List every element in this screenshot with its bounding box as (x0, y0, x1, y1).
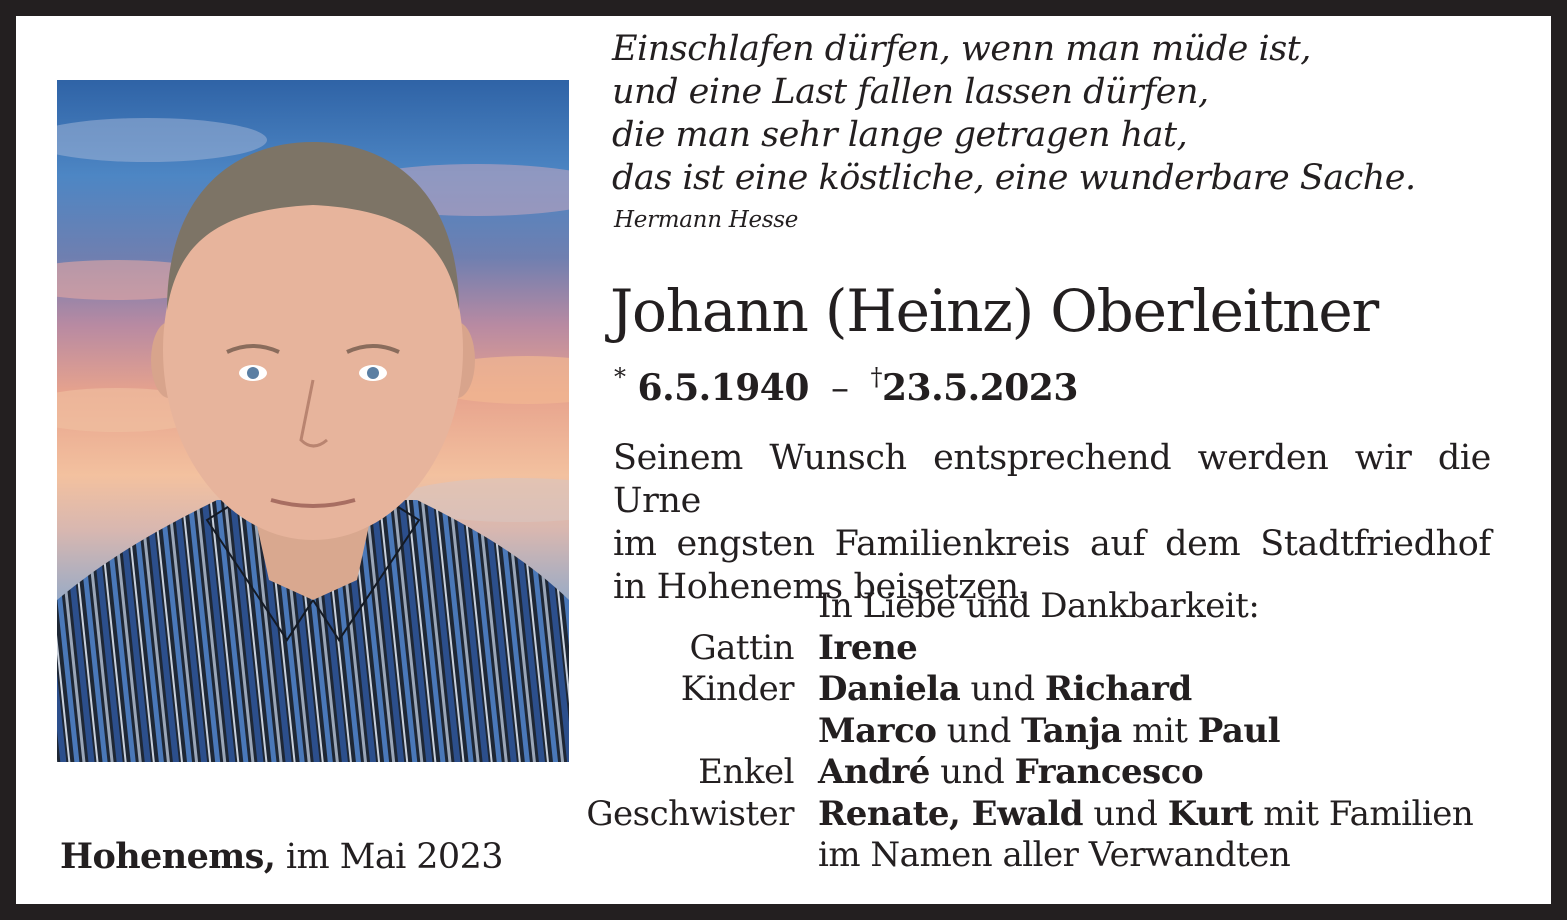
family-list (560, 586, 1473, 877)
family-label: Enkel (698, 752, 794, 792)
family-row (560, 711, 1473, 753)
family-names (818, 711, 1280, 753)
family-label: Gattin (689, 627, 794, 668)
family-member-name: Paul (1197, 710, 1281, 751)
family-connector: und (929, 752, 1015, 792)
place-date-line (60, 836, 503, 877)
poem-line: Einschlafen dürfen, wenn man müde ist, (612, 29, 1311, 69)
family-names (818, 628, 917, 670)
family-label (560, 711, 818, 753)
family-connector: und (936, 710, 1022, 751)
family-row (560, 669, 1473, 711)
poem-author: Hermann Hesse (614, 207, 799, 233)
family-names (818, 752, 1203, 794)
family-member-name: André (818, 752, 930, 792)
family-connector: mit Familien (1252, 793, 1474, 834)
family-label: Geschwister (586, 793, 794, 834)
death-symbol: † (870, 363, 882, 391)
poem-line: das ist eine köstliche, eine wunderbare Sache. (612, 158, 1416, 198)
family-member-name: Renate, Ewald (818, 793, 1084, 834)
message-line: im engsten Familienkreis auf dem Stadtfriedhof (613, 524, 1491, 564)
message-line: Seinem Wunsch entsprechend werden wir die Urne (613, 438, 1491, 521)
family-intro: In Liebe und Dankbarkeit: (818, 586, 1260, 626)
poem (612, 28, 1416, 200)
family-names (818, 794, 1473, 836)
family-member-name: Francesco (1014, 752, 1204, 792)
portrait-photo (57, 80, 569, 762)
family-label (560, 586, 818, 628)
birth-date: 6.5.1940 (637, 367, 809, 409)
date: im Mai 2023 (285, 837, 503, 877)
family-intro-row (560, 586, 1473, 628)
portrait-illustration (57, 80, 569, 762)
poem-line: die man sehr lange getragen hat, (612, 115, 1188, 155)
family-row (560, 835, 1473, 877)
message-line: in Hohenems beisetzen. (613, 567, 1030, 607)
family-names (818, 835, 1290, 877)
family-member-name: Tanja (1021, 710, 1122, 751)
death-date: 23.5.2023 (882, 367, 1078, 409)
family-row (560, 752, 1473, 794)
family-connector: und (960, 669, 1045, 709)
family-member-name: Irene (818, 627, 918, 668)
family-connector: mit (1121, 710, 1198, 751)
life-dates (614, 365, 1078, 409)
family-member-name: Richard (1044, 669, 1192, 709)
family-member-name: Marco (818, 710, 937, 751)
place: Hohenems, (60, 836, 276, 877)
family-member-name: Kurt (1167, 793, 1253, 834)
family-connector: im Namen aller Verwandten (818, 835, 1291, 875)
family-names (818, 669, 1192, 711)
deceased-name: Johann (Heinz) Oberleitner (610, 277, 1378, 345)
family-label: Kinder (680, 669, 794, 709)
family-member-name: Daniela (818, 669, 961, 709)
family-row (560, 794, 1473, 836)
family-label (560, 835, 818, 877)
family-row (560, 628, 1473, 670)
birth-symbol: * (614, 363, 626, 391)
burial-message (613, 437, 1491, 609)
date-separator: – (830, 368, 849, 409)
poem-line: und eine Last fallen lassen dürfen, (612, 72, 1209, 112)
family-connector: und (1083, 793, 1168, 834)
